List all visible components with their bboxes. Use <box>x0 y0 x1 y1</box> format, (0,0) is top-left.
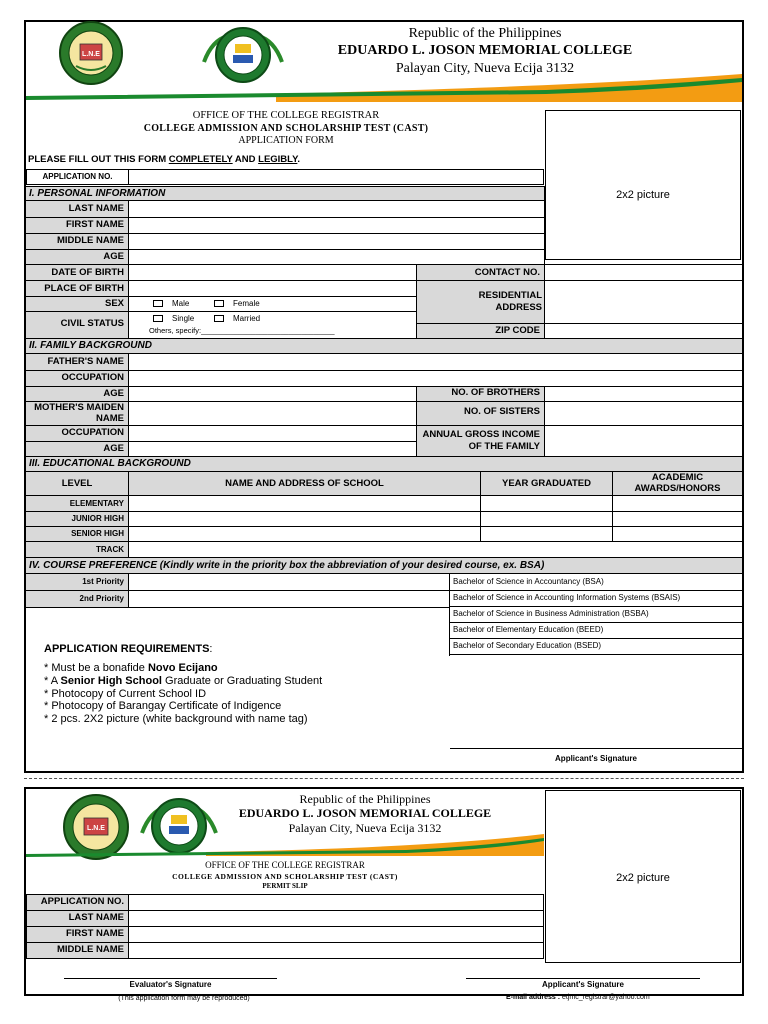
requirement-item: * Photocopy of Current School ID <box>44 688 207 700</box>
course-item: Bachelor of Elementary Education (BEED) <box>450 622 742 639</box>
father-occupation-label: OCCUPATION <box>61 372 124 383</box>
requirement-item: * 2 pcs. 2X2 picture (white background with name tag) <box>44 713 308 725</box>
course-item: Bachelor of Secondary Education (BSED) <box>450 638 742 655</box>
form-title: APPLICATION FORM <box>238 135 334 146</box>
permit-college-name: EDUARDO L. JOSON MEMORIAL COLLEGE <box>238 806 492 820</box>
senior-school-field[interactable] <box>129 527 480 541</box>
email-address[interactable]: etjmc_registrar@yahoo.com <box>562 994 650 1001</box>
pob-field[interactable] <box>129 281 416 296</box>
dob-field[interactable] <box>129 265 416 280</box>
junior-school-field[interactable] <box>129 512 480 526</box>
elementary-school-field[interactable] <box>129 496 480 511</box>
priority-1-field[interactable] <box>129 574 449 590</box>
father-age-field[interactable] <box>129 387 416 401</box>
applicant-signature-line[interactable] <box>450 748 742 749</box>
evaluator-signature-line[interactable] <box>64 978 277 979</box>
permit-slip-title: PERMIT SLIP <box>262 882 308 890</box>
cut-line <box>24 778 744 779</box>
married-checkbox[interactable] <box>214 315 224 322</box>
requirement-item: * Must be a bonafide Novo Ecijano <box>44 662 218 674</box>
income-label: ANNUAL GROSS INCOME OF THE FAMILY <box>422 429 540 452</box>
brothers-field[interactable] <box>545 387 741 401</box>
permit-first-name-label: FIRST NAME <box>65 928 124 939</box>
section-family-background: II. FAMILY BACKGROUND <box>26 338 742 354</box>
senior-high-label: SENIOR HIGH <box>71 529 124 538</box>
dob-label: DATE OF BIRTH <box>51 267 124 278</box>
single-label: Single <box>172 314 195 323</box>
email-line: E-mail address : etjmc_registrar@yahoo.com <box>506 994 650 1001</box>
permit-republic: Republic of the Philippines <box>299 792 431 806</box>
reproduce-note: (This application form may be reproduced) <box>118 995 250 1002</box>
grid-line <box>480 472 481 541</box>
grid-line <box>26 607 449 608</box>
permit-middle-name-label: MIDDLE NAME <box>56 944 124 955</box>
pob-label: PLACE OF BIRTH <box>44 283 124 294</box>
permit-applicant-signature-label: Applicant's Signature <box>542 980 624 989</box>
age-label: AGE <box>103 251 124 262</box>
age-field[interactable] <box>129 249 544 264</box>
permit-last-name-field[interactable] <box>129 911 543 926</box>
course-list <box>449 574 742 656</box>
sex-label: SEX <box>104 298 124 309</box>
level-header: LEVEL <box>61 478 93 489</box>
permit-test-title: COLLEGE ADMISSION AND SCHOLARSHIP TEST (CAST) <box>172 872 398 881</box>
track-field[interactable] <box>129 542 741 557</box>
app-no-field[interactable] <box>128 169 544 185</box>
test-title: COLLEGE ADMISSION AND SCHOLARSHIP TEST (CAST) <box>143 123 429 134</box>
father-name-label: FATHER'S NAME <box>47 356 124 367</box>
svg-text:L.N.E: L.N.E <box>87 825 105 832</box>
instructions: PLEASE FILL OUT THIS FORM COMPLETELY AND LEGIBLY. <box>28 154 301 165</box>
civil-status-label: CIVIL STATUS <box>60 318 124 329</box>
female-checkbox[interactable] <box>214 300 224 307</box>
residential-label: RESIDENTIAL ADDRESS <box>478 290 542 313</box>
junior-high-label: JUNIOR HIGH <box>71 514 124 523</box>
last-name-label: LAST NAME <box>68 203 124 214</box>
permit-office-title: OFFICE OF THE COLLEGE REGISTRAR <box>205 860 365 870</box>
grid-line <box>128 574 129 607</box>
zip-field[interactable] <box>545 324 741 338</box>
course-item: Bachelor of Science in Business Administration (BSBA) <box>450 606 742 623</box>
permit-applicant-signature-line[interactable] <box>466 978 700 979</box>
requirement-item: * Photocopy of Barangay Certificate of Indigence <box>44 700 282 712</box>
sisters-label: NO. OF SISTERS <box>463 406 540 417</box>
evaluator-signature-label: Evaluator's Signature <box>129 980 212 989</box>
father-age-label: AGE <box>103 388 124 399</box>
female-label: Female <box>233 299 260 308</box>
section-course-preference: IV. COURSE PREFERENCE (Kindly write in the priority box the abbreviation of your desired course, ex. BSA) <box>26 557 742 574</box>
year-header: YEAR GRADUATED <box>501 478 592 489</box>
course-item: Bachelor of Science in Accountancy (BSA) <box>450 574 742 591</box>
republic-text: Republic of the Philippines <box>408 26 562 41</box>
middle-name-label: MIDDLE NAME <box>56 235 124 246</box>
app-no-label: APPLICATION NO. <box>42 172 113 181</box>
first-name-label: FIRST NAME <box>65 219 124 230</box>
requirement-item: * A Senior High School Graduate or Graduating Student <box>44 675 323 687</box>
middle-name-field[interactable] <box>129 233 544 249</box>
male-label: Male <box>172 299 190 308</box>
priority-1-label: 1st Priority <box>82 577 124 586</box>
priority-2-field[interactable] <box>129 591 449 607</box>
income-field[interactable] <box>545 426 741 456</box>
course-item: Bachelor of Science in Accounting Information Systems (BSAIS) <box>450 590 742 607</box>
college-address: Palayan City, Nueva Ecija 3132 <box>395 61 575 76</box>
zip-label: ZIP CODE <box>495 325 540 336</box>
mother-occupation-label: OCCUPATION <box>61 427 124 438</box>
permit-app-no-label: APPLICATION NO. <box>40 896 124 907</box>
section-educational-background: III. EDUCATIONAL BACKGROUND <box>26 456 742 472</box>
permit-middle-name-field[interactable] <box>129 943 543 958</box>
awards-header: ACADEMIC AWARDS/HONORS <box>634 472 721 494</box>
sisters-field[interactable] <box>545 402 741 425</box>
single-checkbox[interactable] <box>153 315 163 322</box>
priority-2-label: 2nd Priority <box>79 594 124 603</box>
last-name-field[interactable] <box>129 201 544 217</box>
college-name: EDUARDO L. JOSON MEMORIAL COLLEGE <box>337 43 633 58</box>
permit-first-name-field[interactable] <box>129 927 543 942</box>
elementary-label: ELEMENTARY <box>69 499 124 508</box>
mother-occupation-field[interactable] <box>129 426 416 440</box>
grid-line <box>612 472 613 541</box>
mother-age-label: AGE <box>103 443 124 454</box>
permit-swoosh <box>26 830 544 858</box>
section-personal-info: I. PERSONAL INFORMATION <box>26 186 544 201</box>
svg-text:L.N.E: L.N.E <box>82 51 100 58</box>
permit-last-name-label: LAST NAME <box>68 912 124 923</box>
track-label: TRACK <box>96 545 124 554</box>
grid-line <box>26 311 416 312</box>
picture-label: 2x2 picture <box>616 189 670 201</box>
picture-box[interactable] <box>545 110 741 260</box>
mother-name-field[interactable] <box>129 402 416 425</box>
contact-field[interactable] <box>545 265 741 280</box>
brothers-label: NO. OF BROTHERS <box>451 387 540 398</box>
father-occupation-field[interactable] <box>129 370 741 386</box>
residential-field[interactable] <box>545 281 741 323</box>
office-title: OFFICE OF THE COLLEGE REGISTRAR <box>192 110 380 121</box>
school-header: NAME AND ADDRESS OF SCHOOL <box>225 478 384 489</box>
married-label: Married <box>233 314 261 323</box>
applicant-signature-label: Applicant's Signature <box>555 754 637 763</box>
header-swoosh <box>26 72 742 108</box>
others-specify[interactable]: Others, specify:________________________________ <box>149 326 335 335</box>
male-checkbox[interactable] <box>153 300 163 307</box>
father-name-field[interactable] <box>129 354 741 370</box>
mother-age-field[interactable] <box>129 442 416 456</box>
mother-name-label: MOTHER'S MAIDEN NAME <box>34 402 124 424</box>
first-name-field[interactable] <box>129 217 544 233</box>
permit-picture-label: 2x2 picture <box>616 872 670 884</box>
permit-app-no-field[interactable] <box>129 895 543 910</box>
permit-college-address: Palayan City, Nueva Ecija 3132 <box>288 821 442 835</box>
contact-label: CONTACT NO. <box>474 267 540 278</box>
requirements-title: APPLICATION REQUIREMENTS: <box>44 643 213 655</box>
